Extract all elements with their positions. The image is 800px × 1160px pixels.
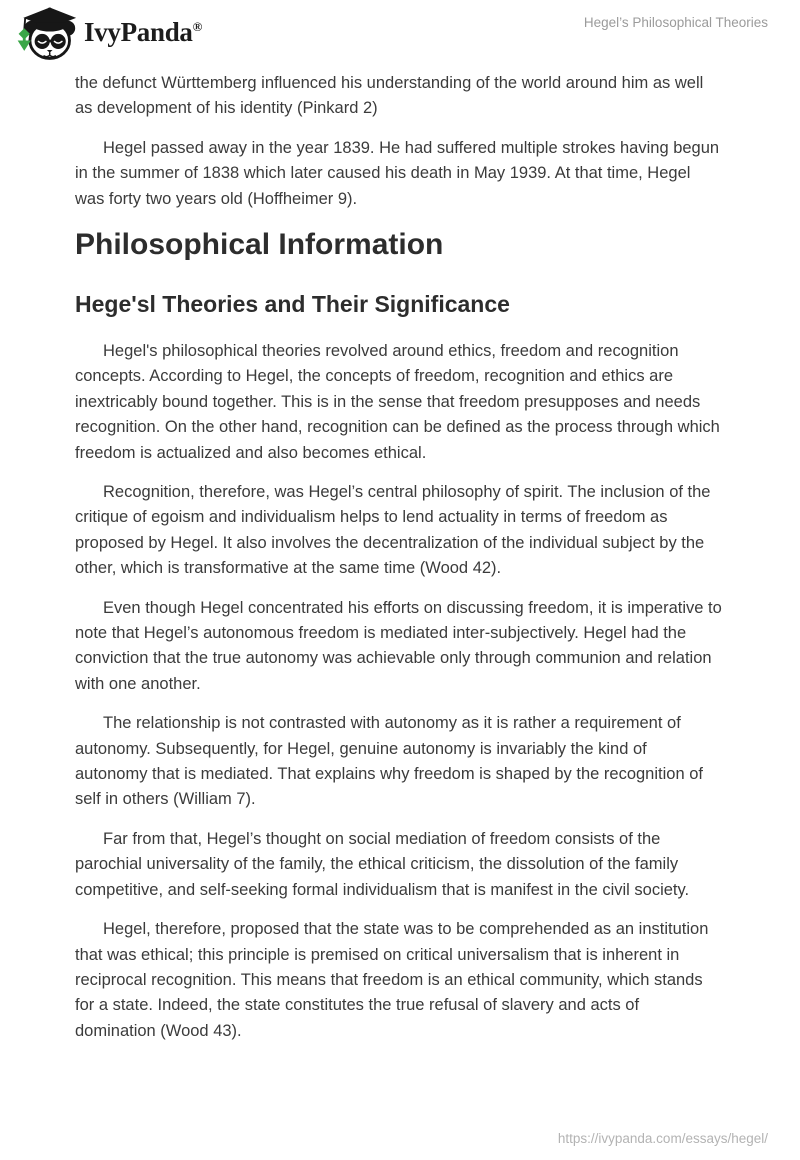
running-header-title: Hegel’s Philosophical Theories <box>583 15 768 30</box>
brand-name: IvyPanda <box>84 17 193 47</box>
paragraph-theories-overview: Hegel's philosophical theories revolved around ethics, freedom and recognition concepts. According to Hegel, the concepts of freedom, recognition and ethics are inextricably bound together. This is in the sense that freedom presupposes and needs recognition. On the other hand, recognition can be defined as the process through which freedom is actualized and also becomes ethical. <box>75 341 720 462</box>
essay-content <box>0 62 800 1044</box>
paragraph-recognition-spirit: Recognition, therefore, was Hegel’s central philosophy of spirit. The inclusion of the critique of egoism and individualism helps to lend actuality in terms of freedom as proposed by Hegel. It also involves the decentralization of the individual subject by the other, which is transformative at the same time (Wood 42). <box>75 483 711 578</box>
ivypanda-logo <box>12 4 202 61</box>
paragraph-social-mediation: Far from that, Hegel’s thought on social mediation of freedom consists of the parochial universality of the family, the ethical criticism, the dissolution of the family competitive, and self-seeking formal individualism that is manifest in the civil society. <box>75 829 690 899</box>
subsection-heading: Hege'sl Theories and Their Significance <box>75 290 510 317</box>
paragraph-autonomous-freedom: Even though Hegel concentrated his efforts on discussing freedom, it is imperative to note that Hegel’s autonomous freedom is mediated inter-subjectively. Hegel had the conviction that the true autonomy was achievable only through communion and relation with one another. <box>75 598 722 693</box>
paragraph-intro-continuation: the defunct Württemberg influenced his understanding of the world around him as well as development of his identity (Pinkard 2) <box>75 74 704 118</box>
paragraph-relationship-autonomy: The relationship is not contrasted with autonomy as it is rather a requirement of autonomy. Subsequently, for Hegel, genuine autonomy is invariably the kind of autonomy that is mediated. That explains why freedom is shaped by the recognition of self in others (William 7). <box>75 714 703 809</box>
section-heading: Philosophical Information <box>75 228 444 262</box>
source-url: https://ivypanda.com/essays/hegel/ <box>557 1131 768 1146</box>
registered-trademark-mark: ® <box>192 19 203 34</box>
brand-wordmark <box>84 19 202 46</box>
paragraph-state-institution: Hegel, therefore, proposed that the state was to be comprehended as an institution that was ethical; this principle is premised on critical universalism that is inherent in reciprocal recognition. This means that freedom is an ethical community, which stands for a state. Indeed, the state constitutes the true refusal of slavery and acts of domination (Wood 43). <box>75 920 709 1040</box>
page-header <box>0 0 800 62</box>
panda-graduation-cap-icon <box>12 4 78 61</box>
paragraph-hegel-death: Hegel passed away in the year 1839. He had suffered multiple strokes having begun in the summer of 1838 which later caused his death in May 1939. At that time, Hegel was forty two years old (Hoffheimer 9). <box>75 138 720 208</box>
